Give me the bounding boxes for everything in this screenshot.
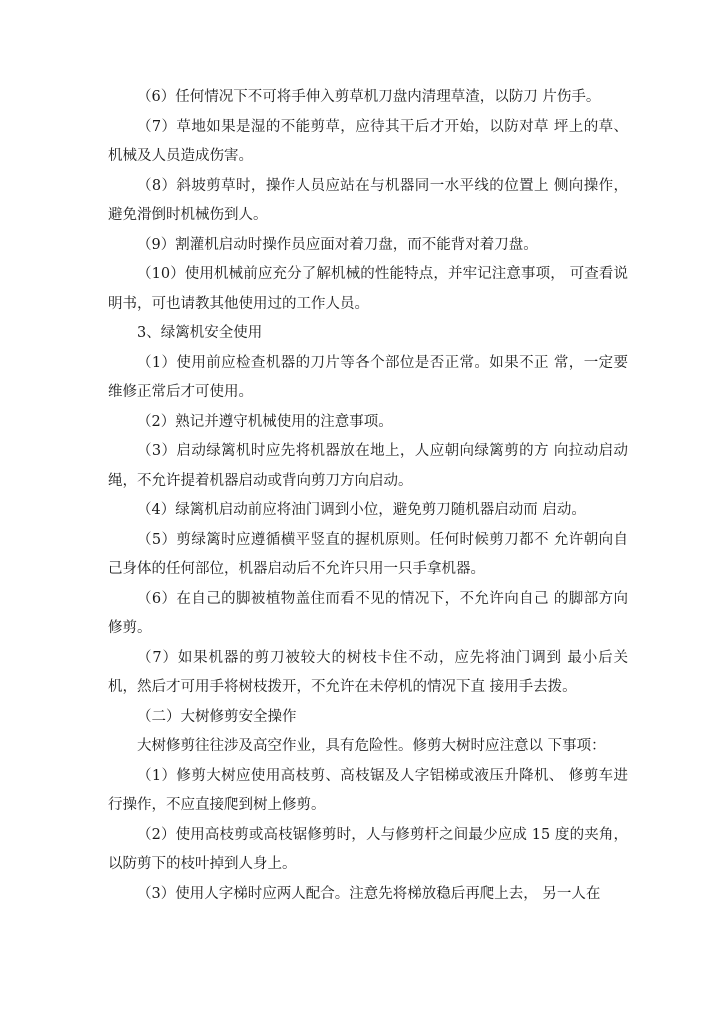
paragraph-10: （4）绿篱机启动前应将油门调到小位，避免剪刀随机器启动而 启动。 <box>137 502 586 518</box>
paragraph-9: （3）启动绿篱机时应先将机器放在地上，人应朝向绿篱剪的方 向拉动启动绳，不允许提着机器启动或背向剪刀方向启动。 <box>108 443 628 489</box>
paragraph-13: （7）如果机器的剪刀被较大的树枝卡住不动，应先将油门调到 最小后关机，然后才可用手将树枝拨开，不允许在未停机的情况下直 接用手去拨。 <box>108 649 628 695</box>
section-heading-hedge-trimmer: 3、绿篱机安全使用 <box>137 325 263 341</box>
paragraph-17: （2）使用高枝剪或高枝锯修剪时，人与修剪杆之间最少应成 15 度的夹角，以防剪下的枝叶掉到人身上。 <box>108 826 628 872</box>
paragraph-15: 大树修剪往往涉及高空作业，具有危险性。修剪大树时应注意以 下事项： <box>137 738 606 754</box>
paragraph-12: （6）在自己的脚被植物盖住而看不见的情况下，不允许向自己 的脚部方向修剪。 <box>108 590 628 636</box>
paragraph-16: （1）修剪大树应使用高枝剪、高枝锯及人字铝梯或液压升降机、 修剪车进行操作，不应直接爬到树上修剪。 <box>108 767 628 813</box>
paragraph-5: （10）使用机械前应充分了解机械的性能特点，并牢记注意事项， 可查看说明书，可也请教其他使用过的工作人员。 <box>108 266 628 312</box>
document-body <box>108 83 628 909</box>
paragraph-1: （6）任何情况下不可将手伸入剪草机刀盘内清理草渣，以防刀 片伤手。 <box>137 89 601 105</box>
paragraph-11: （5）剪绿篱时应遵循横平竖直的握机原则。任何时候剪刀都不 允许朝向自己身体的任何部位，机器启动后不允许只用一只手拿机器。 <box>108 531 628 577</box>
paragraph-8: （2）熟记并遵守机械使用的注意事项。 <box>137 413 393 430</box>
paragraph-7: （1）使用前应检查机器的刀片等各个部位是否正常。如果不正 常，一定要维修正常后才可使用。 <box>108 354 628 400</box>
paragraph-3: （8）斜坡剪草时，操作人员应站在与机器同一水平线的位置上 侧向操作，避免滑倒时机械伤到人。 <box>108 177 628 223</box>
paragraph-2: （7）草地如果是湿的不能剪草，应待其干后才开始，以防对草 坪上的草、机械及人员造成伤害。 <box>108 118 628 164</box>
section-heading-tree-pruning: （二）大树修剪安全操作 <box>137 708 297 725</box>
paragraph-18: （3）使用人字梯时应两人配合。注意先将梯放稳后再爬上去， 另一人在 <box>137 885 601 902</box>
paragraph-4: （9）割灌机启动时操作员应面对着刀盘，而不能背对着刀盘。 <box>137 236 538 253</box>
